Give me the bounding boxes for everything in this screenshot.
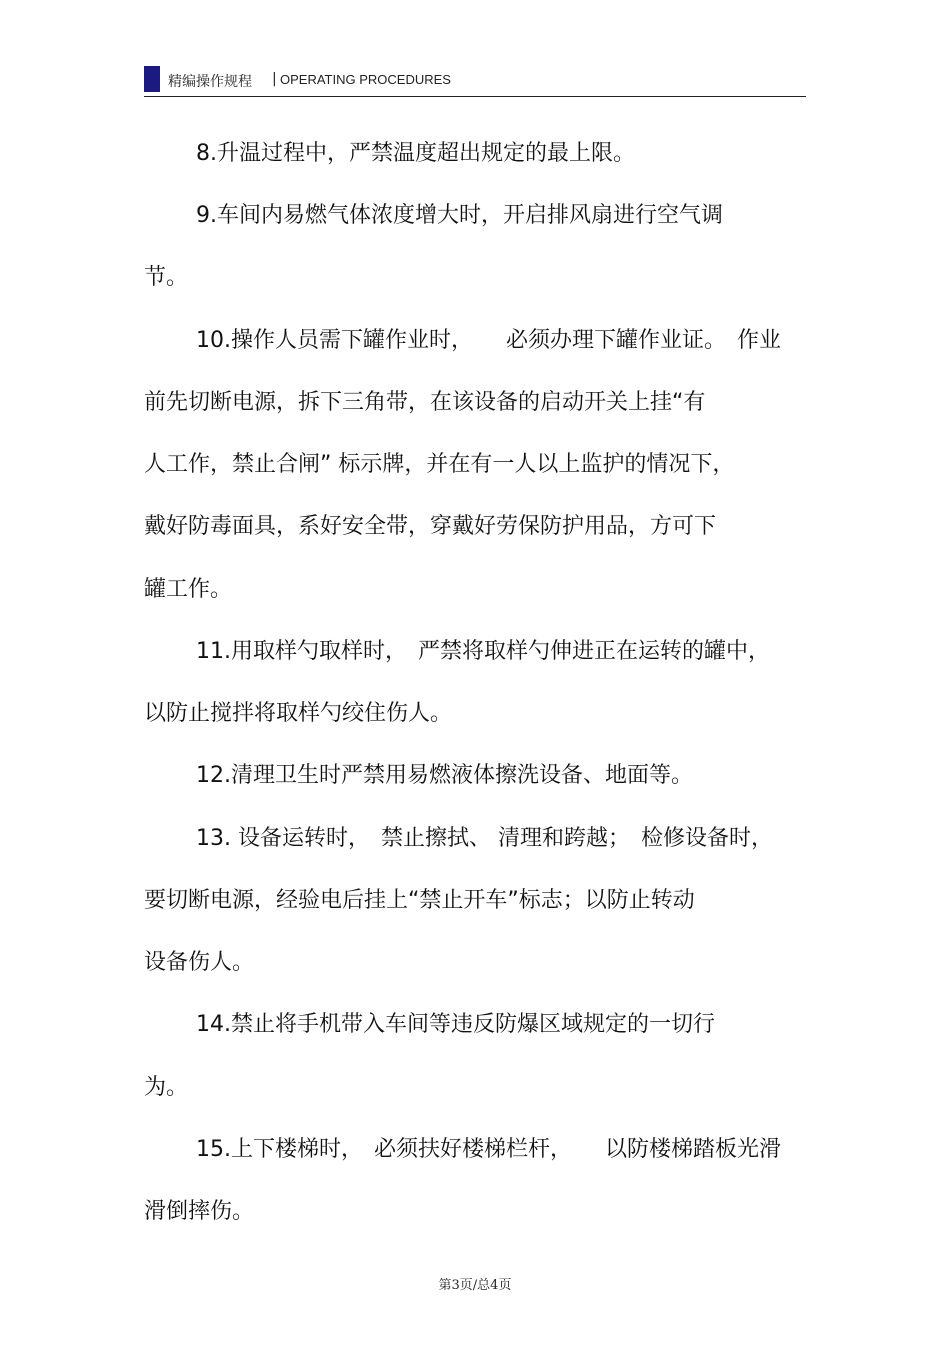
text-line: 以防止搅拌将取样勺绞住伤人。 bbox=[144, 701, 453, 726]
text-line: 13. 设备运转时， 禁止擦拭、 清理和跨越； 检修设备时， bbox=[196, 826, 773, 851]
text-line: 14.禁止将手机带入车间等违反防爆区域规定的一切行 bbox=[196, 1012, 715, 1037]
text-line: 滑倒摔伤。 bbox=[144, 1199, 255, 1224]
text-line: 为。 bbox=[144, 1075, 189, 1100]
text-line: 罐工作。 bbox=[144, 577, 233, 602]
text-line: 15.上下楼梯时， 必须扶好楼梯栏杆， 以防楼梯踏板光滑 bbox=[196, 1137, 781, 1162]
page-header bbox=[144, 66, 806, 97]
text-line: 12.清理卫生时严禁用易燃液体擦洗设备、地面等。 bbox=[196, 763, 693, 788]
logo-icon bbox=[144, 66, 160, 92]
text-line: 9.车间内易燃气体浓度增大时，开启排风扇进行空气调 bbox=[196, 203, 723, 228]
header-title-en: OPERATING PROCEDURES bbox=[280, 72, 451, 87]
text-line: 8.升温过程中，严禁温度超出规定的最上限。 bbox=[196, 141, 635, 166]
text-line: 前先切断电源，拆下三角带，在该设备的启动开关上挂“有 bbox=[144, 390, 706, 415]
header-separator: | bbox=[272, 71, 277, 87]
text-line: 10.操作人员需下罐作业时， 必须办理下罐作业证。 作业 bbox=[196, 328, 781, 353]
header-title-cn: 精编操作规程 bbox=[168, 74, 252, 90]
text-line: 人工作，禁止合闸” 标示牌，并在有一人以上监护的情况下， bbox=[144, 452, 735, 477]
page-number: 第3页/总4页 bbox=[438, 1278, 512, 1293]
text-line: 节。 bbox=[144, 265, 189, 290]
text-line: 要切断电源，经验电后挂上“禁止开车”标志；以防止转动 bbox=[144, 888, 695, 913]
text-line: 戴好防毒面具，系好安全带，穿戴好劳保防护用品，方可下 bbox=[144, 514, 717, 539]
text-line: 设备伤人。 bbox=[144, 950, 255, 975]
text-line: 11.用取样勺取样时， 严禁将取样勺伸进正在运转的罐中， bbox=[196, 639, 770, 664]
